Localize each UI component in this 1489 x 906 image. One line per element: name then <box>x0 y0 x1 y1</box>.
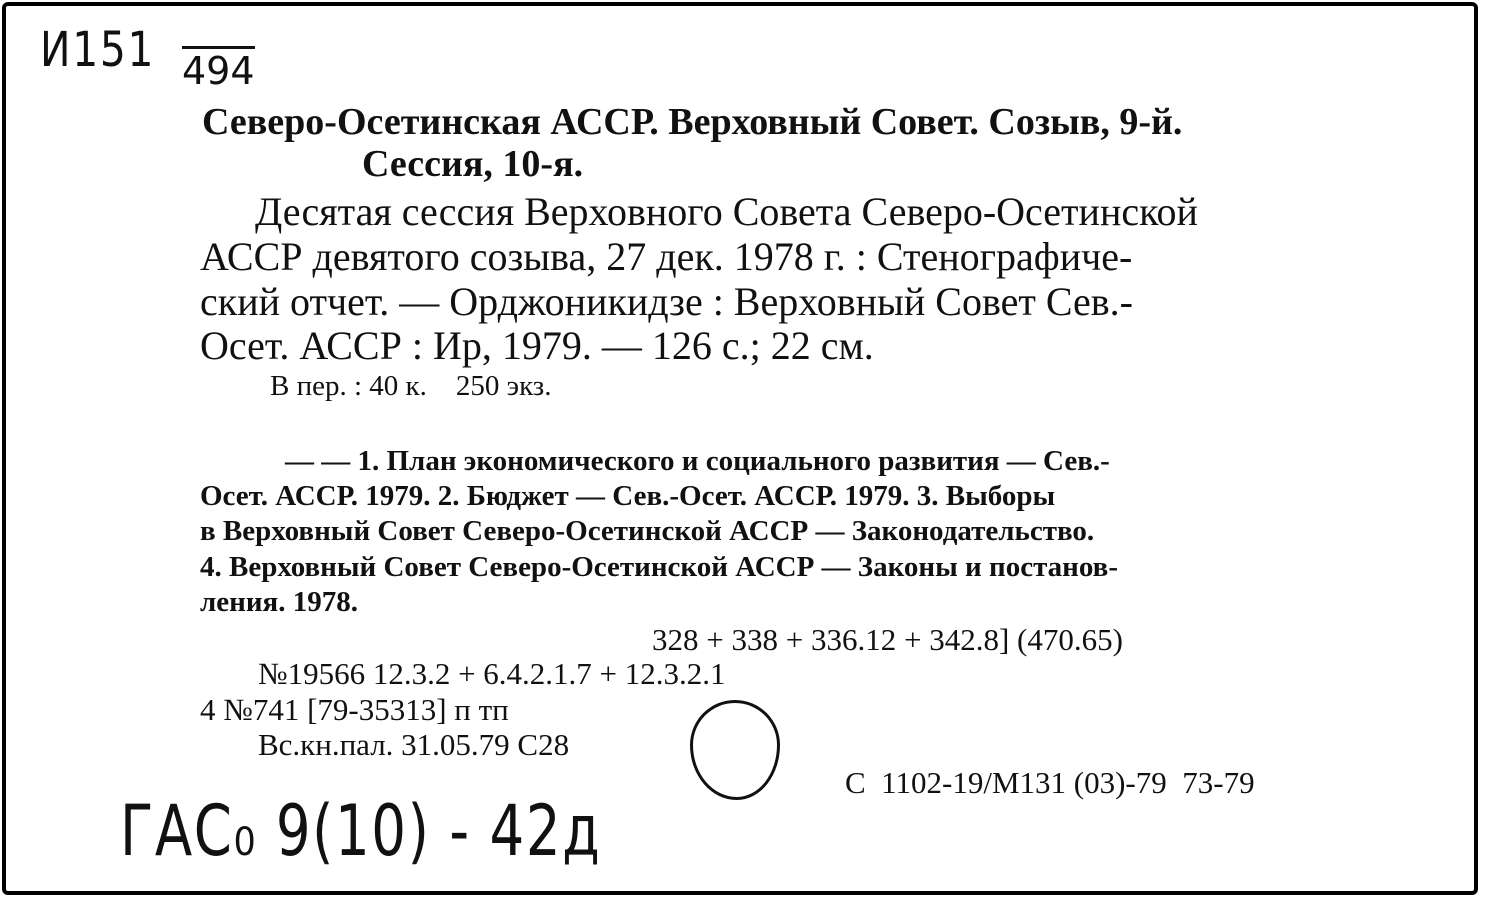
body-line: ский отчет. — Орджоникидзе : Верховный Совет Сев.- <box>200 279 1133 324</box>
chamber-line: Вс.кн.пал. 31.05.79 С28 <box>258 727 570 762</box>
body-line: АССР девятого созыва, 27 дек. 1978 г. : Стенографиче- <box>200 234 1133 279</box>
handwritten-call-number: И151 <box>40 22 156 78</box>
code-line: С 1102-19/М131 (03)-79 73-79 <box>845 765 1255 800</box>
body-line: Десятая сессия Верховного Совета Северо-Осетинской <box>255 189 1198 234</box>
body-line: Осет. АССР : Ир, 1979. — 126 с.; 22 см. <box>200 323 874 368</box>
classification-line: 328 + 338 + 336.12 + 342.8] (470.65) <box>652 622 1123 657</box>
price-line: В пер. : 40 к. 250 экз. <box>270 370 552 402</box>
subject-line: 4. Верховный Совет Северо-Осетинской АССР — Законы и постанов- <box>200 551 1118 583</box>
subject-line: Осет. АССР. 1979. 2. Бюджет — Сев.-Осет. АССР. 1979. 3. Выборы <box>200 480 1056 512</box>
subject-line: — — 1. План экономического и социального развития — Сев.- <box>285 445 1110 477</box>
heading-line-1: Северо-Осетинская АССР. Верховный Совет. Созыв, 9-й. <box>202 101 1183 143</box>
subject-line: ления. 1978. <box>200 586 358 618</box>
handwritten-shelf-mark: ГАС₀ 9(10) - 42д <box>120 790 602 872</box>
handwritten-fraction-number: 494 <box>182 46 255 93</box>
heading-line-2: Сессия, 10-я. <box>362 143 584 185</box>
subject-line: в Верховный Совет Северо-Осетинской АССР — Законодательство. <box>200 515 1095 547</box>
number-line: №19566 12.3.2 + 6.4.2.1.7 + 12.3.2.1 <box>258 656 726 691</box>
record-line: 4 №741 [79-35313] п тп <box>200 692 509 727</box>
